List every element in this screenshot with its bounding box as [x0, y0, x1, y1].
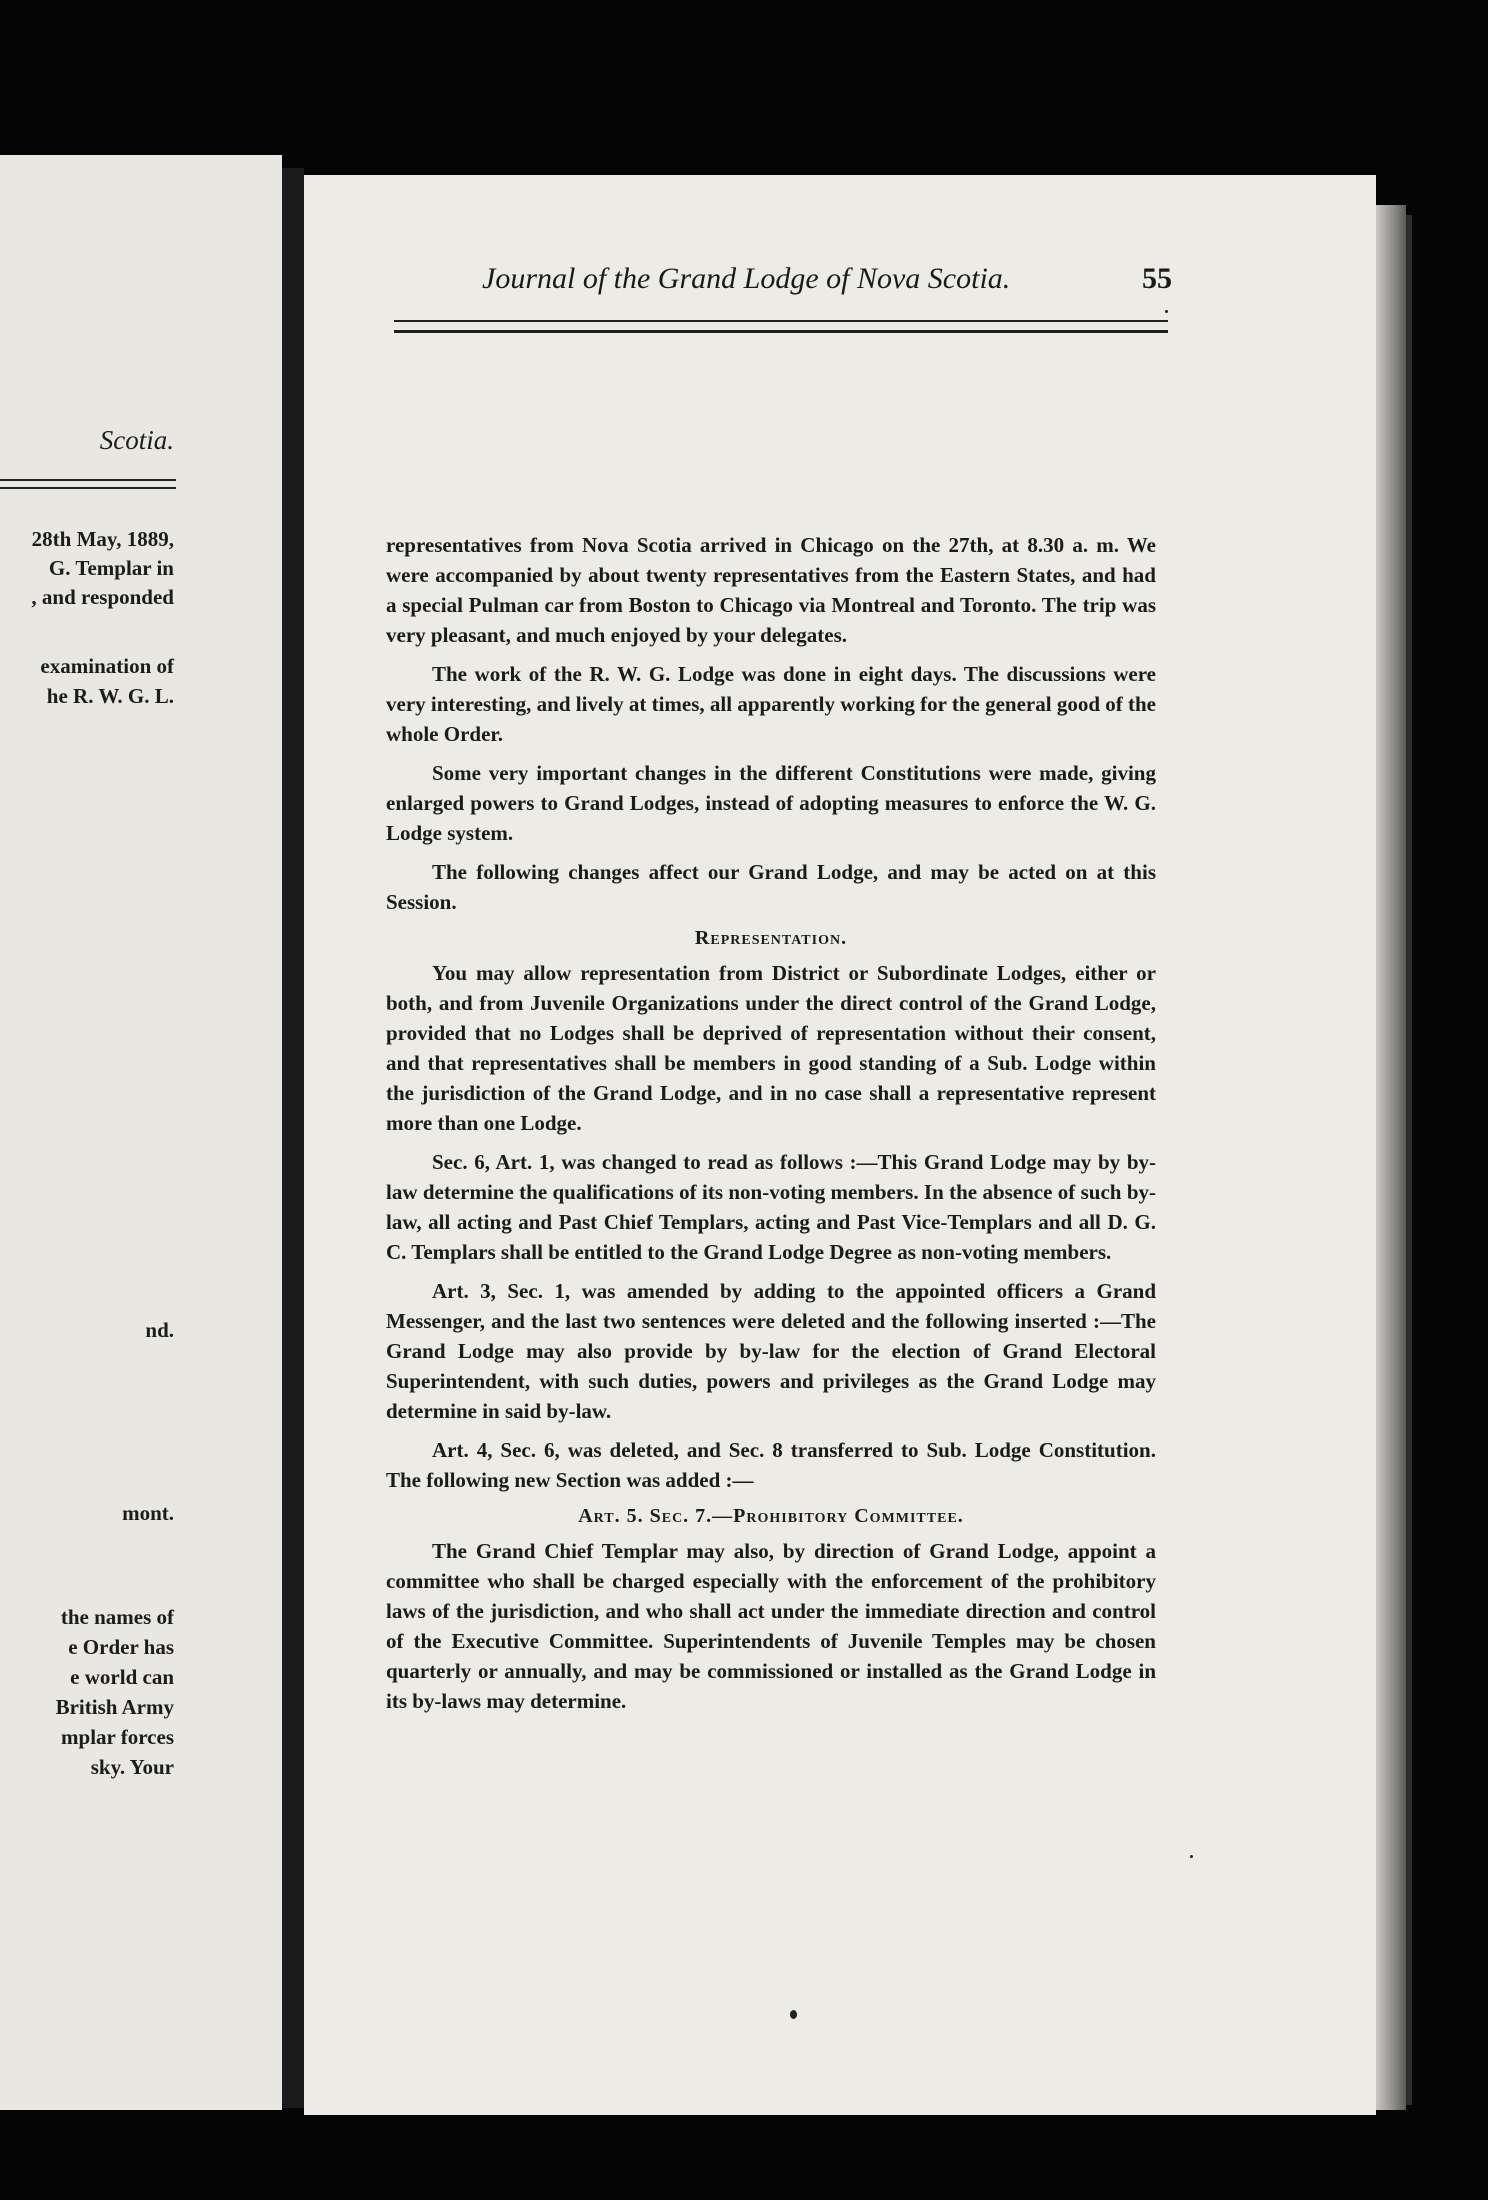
paragraph: Some very important changes in the different Constitutions were made, giving enlarged powers to Grand Lodges, instead of adopting measures to enforce the W. G. Lodge system. — [386, 761, 1156, 845]
paragraph: representatives from Nova Scotia arrived in Chicago on the 27th, at 8.30 a. m. We were accompanied by about twenty representatives from the Eastern States, and had a special Pulman car from Boston to Chicago via Montreal and Toronto. The trip was very pleasant, and much enjoyed by your delegates. — [386, 533, 1156, 647]
page-number: 55 — [1142, 262, 1172, 295]
section-heading: Art. 5. Sec. 7.—Prohibitory Committee. — [578, 1505, 964, 1527]
section-heading: Representation. — [694, 927, 848, 949]
left-text-line: mplar forces — [61, 1725, 174, 1749]
paragraph: The Grand Chief Templar may also, by direction of Grand Lodge, appoint a committee who shall be charged especially with the enforcement of the prohibitory laws of the jurisdiction, and who shall act under the immediate direction and control of the Executive Committee. Superintendents of Juvenile Temples may be chosen quarterly or annually, and may be commissioned or installed as the Grand Lodge in its by-laws may determine. — [386, 1539, 1156, 1713]
body-text — [386, 530, 1156, 1725]
scan-speck — [1190, 1855, 1193, 1858]
paragraph: The work of the R. W. G. Lodge was done in eight days. The discussions were very interesting, and lively at times, all apparently working for the general good of the whole Order. — [386, 662, 1156, 746]
paragraph: The following changes affect our Grand Lodge, and may be acted on at this Session. — [386, 860, 1156, 914]
left-text-line: the names of — [60, 1605, 174, 1629]
left-text-line: , and responded — [31, 585, 174, 609]
left-text-line: mont. — [122, 1501, 174, 1525]
left-facing-page — [0, 155, 282, 2110]
left-text-line: sky. Your — [90, 1755, 174, 1779]
left-text-line: 28th May, 1889, — [31, 527, 174, 551]
left-header-rule — [0, 479, 176, 489]
paragraph: Sec. 6, Art. 1, was changed to read as follows :—This Grand Lodge may by by-law determine the qualifications of its non-voting members. In the absence of such by-law, all acting and Past Chief Templars, acting and Past Vice-Templars and all D. G. C. Templars shall be entitled to the Grand Lodge Degree as non-voting members. — [386, 1150, 1156, 1264]
left-text-line: British Army — [55, 1695, 174, 1719]
running-head — [482, 262, 1172, 312]
left-text-line: examination of — [40, 654, 174, 678]
page-stack-edge — [1376, 205, 1406, 2110]
header-double-rule — [394, 320, 1168, 333]
scan-speck — [790, 2010, 797, 2019]
paragraph: Art. 3, Sec. 1, was amended by adding to the appointed officers a Grand Messenger, and the last two sentences were deleted and the following inserted :—The Grand Lodge may also provide by by-law for the election of Grand Electoral Superintendent, with such duties, powers and privileges as the Grand Lodge may determine in said by-law. — [386, 1279, 1156, 1423]
page-stack-shadow — [1406, 215, 1412, 2105]
left-text-line: nd. — [145, 1318, 174, 1342]
left-text-line: G. Templar in — [48, 556, 174, 580]
journal-title: Journal of the Grand Lodge of Nova Scotia. — [482, 262, 1011, 295]
book-gutter — [282, 168, 304, 2108]
paragraph: You may allow representation from District or Subordinate Lodges, either or both, and from Juvenile Organizations under the direct control of the Grand Lodge, provided that no Lodges shall be deprived of representation without their consent, and that representatives shall be members in good standing of a Sub. Lodge within the jurisdiction of the Grand Lodge, and in no case shall a representative represent more than one Lodge. — [386, 961, 1156, 1135]
left-text-line: he R. W. G. L. — [46, 684, 174, 708]
left-running-head: Scotia. — [99, 425, 174, 455]
paragraph: Art. 4, Sec. 6, was deleted, and Sec. 8 transferred to Sub. Lodge Constitution. The following new Section was added :— — [386, 1438, 1156, 1492]
left-text-line: e Order has — [68, 1635, 174, 1659]
left-text-line: e world can — [70, 1665, 174, 1689]
scan-speck — [1165, 310, 1168, 313]
